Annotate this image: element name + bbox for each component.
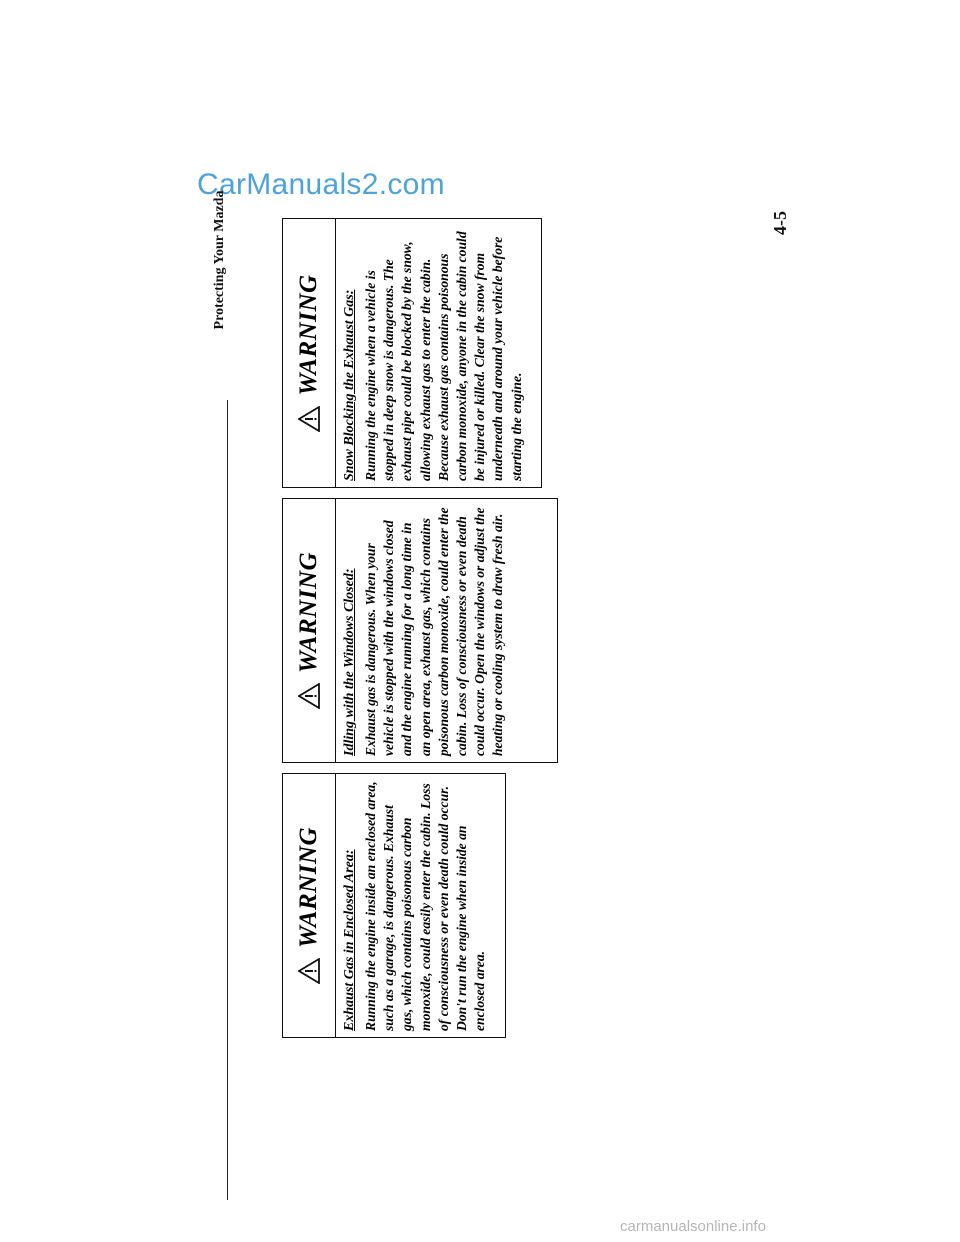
warning-box-snow-blocking (282, 218, 542, 488)
warning-text: Running the engine inside an enclosed area, such as a garage, is dangerous. Exhaust gas, which contains poisonous carbon monoxide, could easily enter the cabin. Loss of consciousness or even death could occur. Don't run the engine when inside an enclosed area. (363, 781, 488, 1031)
page-number: 4-5 (770, 211, 790, 235)
warning-header (283, 219, 336, 487)
warning-triangle-icon (298, 683, 320, 709)
warning-body (336, 499, 508, 762)
warning-header (283, 774, 336, 1037)
warning-text: Running the engine when a vehicle is stopped in deep snow is dangerous. The exhaust pipe could be blocked by the snow, allowing exhaust gas to enter the cabin. Because exhaust gas contains poisonous carbon monoxide, anyone in the cabin could be injured or killed. Clear the snow from underneath and around your vehicle before starting the engine. (363, 231, 524, 481)
warnings-region (282, 213, 542, 1038)
watermark-logo-bottom[interactable]: carmanualsonline.info (620, 1218, 766, 1235)
warning-box-windows-closed (282, 498, 558, 763)
warning-text: Exhaust gas is dangerous. When your vehicle is stopped with the windows closed and the engine running for a long time in an open area, exhaust gas, which contains poisonous carbon monoxide, could enter the cabin. Loss of consciousness or even death could occur. Open the windows or adjust the heating or cooling system to draw fresh air. (363, 507, 506, 756)
warning-triangle-icon (298, 406, 320, 432)
warning-body (336, 219, 526, 487)
warning-subtitle: Exhaust Gas in Enclosed Area: (342, 849, 357, 1031)
warning-box-enclosed-area (282, 773, 506, 1038)
warning-title: WARNING (295, 551, 322, 674)
page-header (205, 180, 235, 1080)
warning-subtitle: Snow Blocking the Exhaust Gas: (342, 289, 357, 481)
warning-subtitle: Idling with the Windows Closed: (342, 568, 357, 756)
warning-body (336, 774, 489, 1037)
header-divider (227, 400, 228, 1200)
section-title: Protecting Your Mazda (212, 190, 227, 330)
warning-triangle-icon (298, 958, 320, 984)
warning-title: WARNING (295, 826, 322, 949)
warning-header (283, 499, 336, 762)
watermark-logo-top[interactable]: CarManuals2.com (197, 168, 445, 201)
warning-title: WARNING (295, 274, 322, 396)
